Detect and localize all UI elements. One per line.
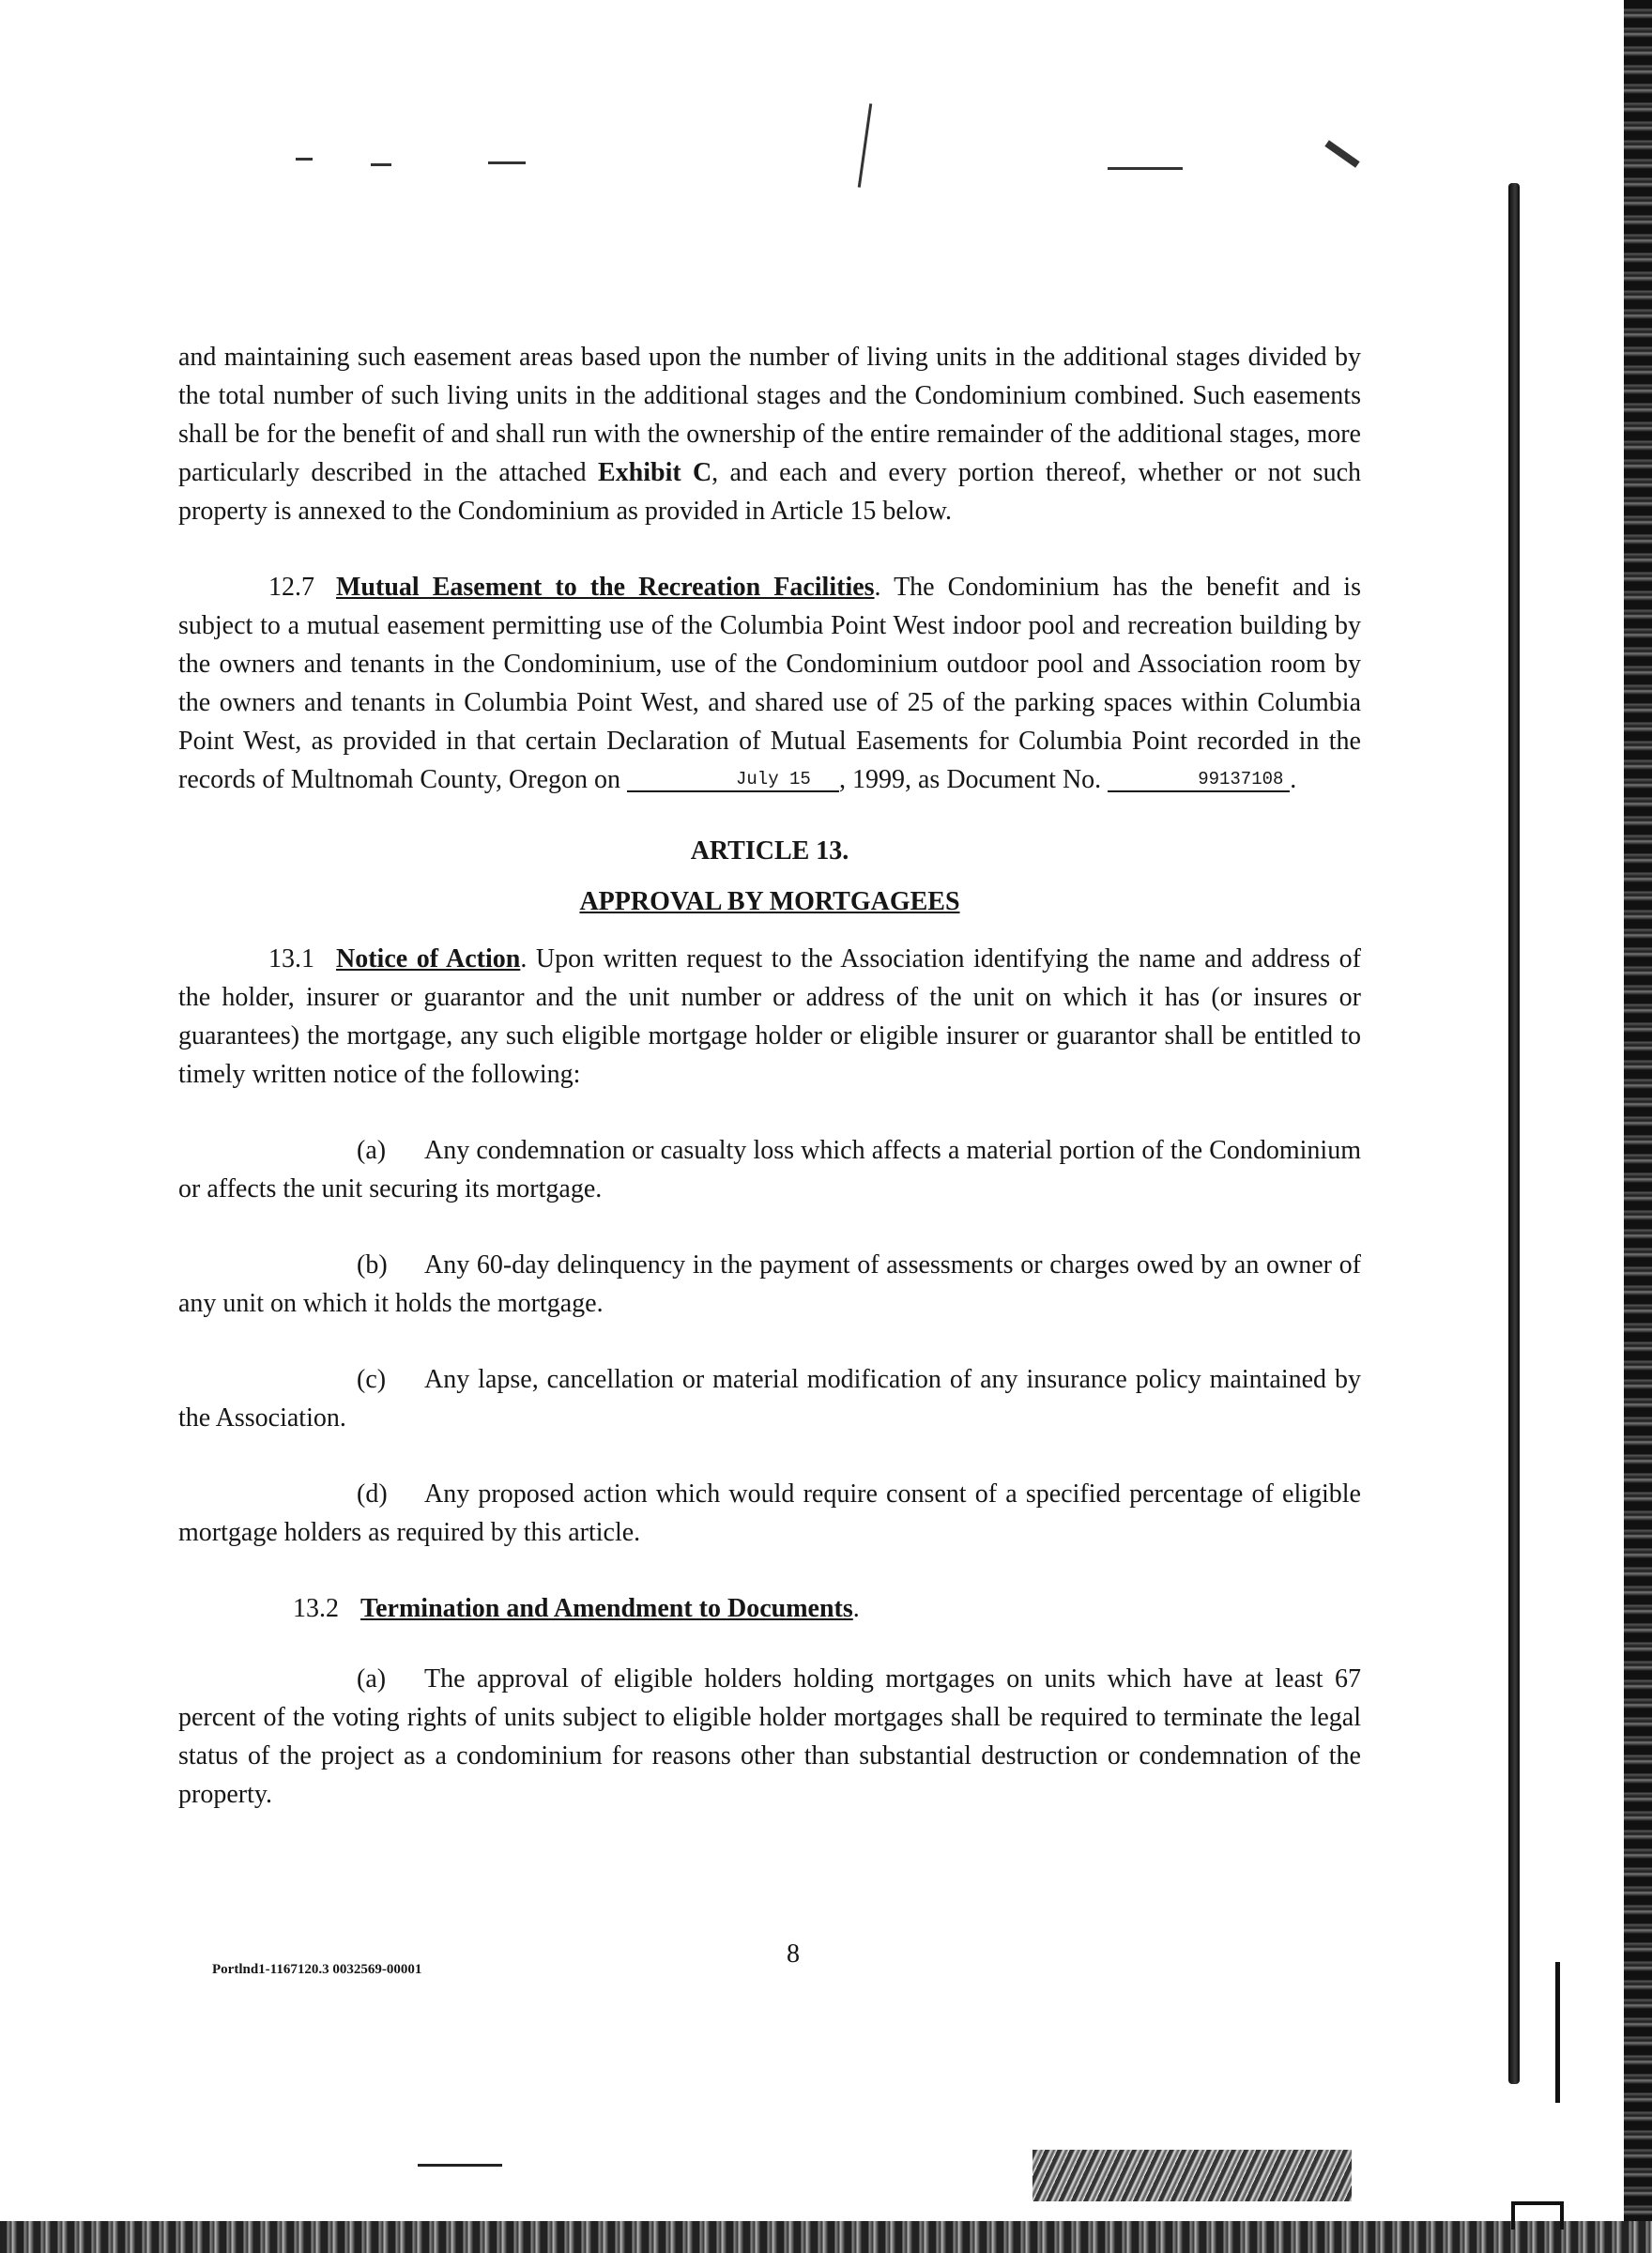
section-12-7: 12.7 Mutual Easement to the Recreation Facilities. The Condominium has the benefit and is subject to a mutual easement permitting use of the Columbia Point West indoor pool and recreation building by the owners and tenants in the Condominium, use of the Condominium outdoor pool and Association room by the owners and tenants in Columbia Point West, and shared use of 25 of the parking spaces within Columbia Point West, as provided in that certain Declaration of Mutual Easements for Columbia Point recorded in the records of Multnomah County, Oregon on July 15 , 1999, as Document No. 99137108 . bbox=[178, 568, 1361, 799]
list-item bbox=[178, 1475, 1361, 1552]
exhibit-reference: Exhibit C bbox=[597, 458, 712, 487]
margin-bar-short bbox=[1555, 1962, 1560, 2103]
document-page bbox=[178, 338, 1361, 1851]
section-13-1: 13.1 Notice of Action. Upon written request to the Association identifying the name and address of the holder, insurer or guarantor and the unit number or address of the unit on which it has (or insures or guarantees) the mortgage, any such eligible mortgage holder or eligible insurer or guarantor shall be entitled to timely written notice of the following: bbox=[178, 940, 1361, 1094]
section-number: 13.2 bbox=[293, 1594, 339, 1623]
list-item bbox=[178, 1360, 1361, 1437]
article-title: APPROVAL BY MORTGAGEES bbox=[579, 887, 960, 916]
paragraph-continued: and maintaining such easement areas based upon the number of living units in the additional stages divided by the total number of such living units in the additional stages and the Condominium combined. Such easements shall be for the benefit of and shall run with the ownership of the entire remainder of the additional stages, more particularly described in the attached Exhibit C, and each and every portion thereof, whether or not such property is annexed to the Condominium as provided in Article 15 below. bbox=[178, 343, 1361, 526]
section-title: Notice of Action bbox=[336, 944, 521, 973]
item-label: (b) bbox=[357, 1250, 388, 1280]
footer-document-id: Portlnd1-1167120.3 0032569-00001 bbox=[212, 1962, 422, 1977]
scan-noise bbox=[1511, 2201, 1564, 2230]
scan-noise bbox=[1032, 2150, 1352, 2201]
item-text: Any 60-day delinquency in the payment of assessments or charges owed by an owner of any unit on which it holds the mortgage. bbox=[178, 1250, 1361, 1318]
scan-noise bbox=[418, 2164, 502, 2167]
item-label: (d) bbox=[357, 1479, 388, 1509]
document-number-field: 99137108 bbox=[1108, 768, 1290, 792]
item-text: Any condemnation or casualty loss which affects a material portion of the Condominium or affects the unit securing its mortgage. bbox=[178, 1136, 1361, 1203]
section-number: 12.7 bbox=[268, 573, 314, 602]
list-item bbox=[178, 1131, 1361, 1208]
item-label: (a) bbox=[357, 1136, 387, 1165]
scan-noise bbox=[263, 141, 1483, 197]
section-title: Mutual Easement to the Recreation Facilities bbox=[336, 573, 875, 602]
item-label: (c) bbox=[357, 1365, 387, 1394]
item-label: (a) bbox=[357, 1664, 387, 1694]
section-13-2-heading: 13.2 Termination and Amendment to Documents. bbox=[178, 1589, 1361, 1628]
section-number: 13.1 bbox=[268, 944, 314, 973]
item-text: Any proposed action which would require consent of a specified percentage of eligible mortgage holders as required by this article. bbox=[178, 1479, 1361, 1547]
section-title: Termination and Amendment to Documents bbox=[360, 1594, 853, 1623]
list-item bbox=[178, 1246, 1361, 1323]
article-heading: ARTICLE 13. bbox=[690, 836, 849, 866]
list-item bbox=[178, 1660, 1361, 1814]
scan-edge-bottom bbox=[0, 2221, 1652, 2253]
recorded-date-field: July 15 bbox=[627, 768, 839, 792]
page-number: 8 bbox=[787, 1939, 800, 1969]
item-text: The approval of eligible holders holding mortgages on units which have at least 67 percent of the voting rights of units subject to eligible holder mortgages shall be required to terminate the legal status of the project as a condominium for reasons other than substantial destruction or condemnation of the property. bbox=[178, 1664, 1361, 1809]
margin-bar bbox=[1508, 183, 1520, 2084]
scan-edge-right bbox=[1624, 0, 1652, 2253]
item-text: Any lapse, cancellation or material modification of any insurance policy maintained by the Association. bbox=[178, 1365, 1361, 1433]
